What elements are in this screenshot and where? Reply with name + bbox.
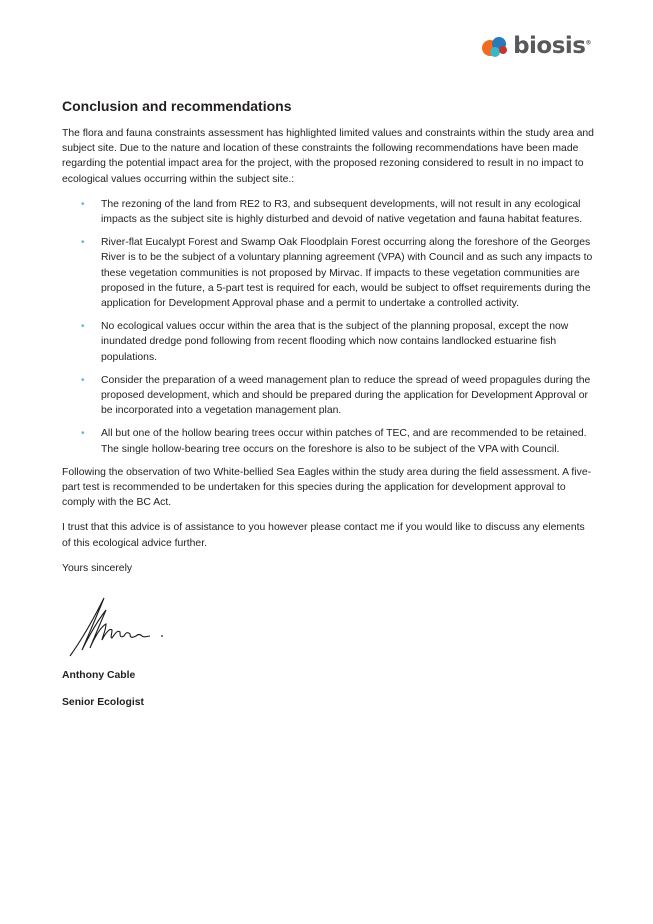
recommendations-list [62,197,594,457]
letter-body [62,98,594,722]
bullet-icon: • [81,374,85,386]
section-heading: Conclusion and recommendations [62,98,292,114]
biosis-logo [481,33,591,59]
signatory-name: Anthony Cable [62,670,136,682]
intro-paragraph: The flora and fauna constraints assessment has highlighted limited values and constraints within the study area and subject site. Due to the nature and location of these constraints the following recommendations have been made regarding the potential impact area for the project, with the proposed rezoning considered to result in no impact to ecological values occurring within the subject site.: [62,128,594,185]
list-item-text: The rezoning of the land from RE2 to R3, and subsequent developments, will not result in any ecological impacts as the subject site is highly disturbed and devoid of native vegetation and fauna habitat features. [101,198,583,226]
followup-paragraph: Following the observation of two White-bellied Sea Eagles within the study area during the field assessment. A five-part test is recommended to be undertaken for this species during the application for development approval to comply with the BC Act. [62,466,592,509]
registered-mark: ® [585,39,591,47]
list-item-text: No ecological values occur within the area that is the subject of the planning proposal, except the now inundated dredge pond following from recent flooding which now contains landlocked estuarine fish populations. [101,321,569,363]
bullet-icon: • [81,237,85,249]
signoff: Yours sincerely [62,562,133,574]
list-item-text: Consider the preparation of a weed management plan to reduce the spread of weed propagules during the proposed development, which and should be prepared during the application for Development Approval or be incorporated into a vegetation management plan. [101,374,591,417]
list-item-text: All but one of the hollow bearing trees occur within patches of TEC, and are recommended to be retained. The single hollow-bearing tree occurs on the foreshore is also to be subject of the VPA with Council. [101,428,587,455]
signature-icon [66,594,176,664]
list-item-text: River-flat Eucalypt Forest and Swamp Oak Floodplain Forest occurring along the foreshore of the Georges River is to be the subject of a voluntary planning agreement (VPA) with Council and as such any impacts to these vegetation communities is not proposed by Mirvac. If impacts to these vegetation communities are proposed in the future, a 5-part test is required for each, would be subject to offset requirements during the application for Development Approval phase and a permit to undertake a controlled activity. [101,237,593,310]
list-item [62,373,594,419]
brand-name: biosis [513,33,586,59]
list-item [62,319,594,365]
biosis-wordmark [513,33,591,59]
bullet-icon: • [81,198,85,210]
bullet-icon: • [81,321,85,333]
biosis-logo-mark-icon [481,33,511,59]
closing-paragraph: I trust that this advice is of assistance to you however please contact me if you would like to discuss any elements of this ecological advice further. [62,522,585,549]
handwritten-signature [66,594,594,664]
signatory-title: Senior Ecologist [62,697,144,709]
bullet-icon: • [81,428,85,440]
list-item [62,426,594,456]
list-item [62,235,594,311]
list-item [62,197,594,227]
